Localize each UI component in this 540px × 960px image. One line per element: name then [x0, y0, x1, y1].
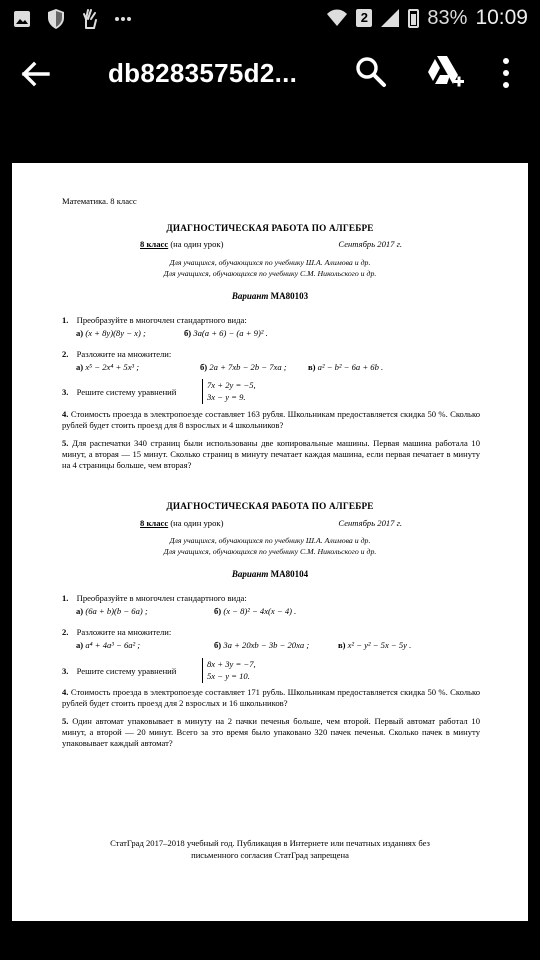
footer-line: СтатГрад 2017–2018 учебный год. Публикация в Интернете или печатных изданиях без: [110, 838, 430, 848]
task-2-option-b: [214, 640, 309, 651]
task-text: Преобразуйте в многочлен стандартного вида:: [76, 593, 247, 603]
task-1-option-b: [184, 328, 268, 339]
work-title: ДИАГНОСТИЧЕСКАЯ РАБОТА ПО АЛГЕБРЕ: [166, 501, 374, 511]
audience-note: [12, 258, 528, 279]
task-number: 4.: [62, 687, 69, 697]
search-icon[interactable]: [354, 55, 388, 89]
task-2-option-b: [200, 362, 287, 373]
subject-header: Математика. 8 класс: [62, 196, 137, 206]
task-5: [62, 438, 480, 472]
audience-note: [12, 536, 528, 557]
variant-code: МА80103: [270, 291, 309, 301]
clock: 10:09: [475, 6, 528, 29]
task-text: Стоимость проезда в электропоезде составляет 163 рубля. Школьникам предоставляется скидка 50 %. Сколько рублей будет стоить проезд для 8 взрослых и 4 школьников?: [62, 409, 480, 431]
page-footer: [12, 837, 528, 861]
task-1-option-a: [76, 606, 148, 617]
footer-line: письменного согласия СтатГрад запрещена: [191, 850, 349, 861]
grade-row: [140, 239, 402, 250]
variant-code: МА80104: [270, 569, 309, 579]
task-1-option-a: [76, 328, 146, 339]
shield-icon: [46, 8, 66, 30]
task-number: 1.: [62, 315, 69, 325]
math-expression: x⁵ − 2x⁴ + 5x³ ;: [85, 362, 140, 372]
task-text: Стоимость проезда в электропоезде составляет 171 рубль. Школьникам предоставляется скидка 50 %. Сколько рублей будет стоить проезд для 2 взрослых и 16 школьников?: [62, 687, 480, 709]
variant-label: Вариант: [231, 569, 269, 579]
option-label: а): [76, 328, 84, 338]
document-page[interactable]: [12, 163, 528, 921]
equation: 8x + 3y = −7,: [207, 659, 256, 669]
task-text: Для распечатки 340 страниц были использованы две копировальные машины. Первая машина работала 10 минут, а вторая — 15 минут. Сколько страниц в минуту печатает каждая машина, если первая печатает в минуту на 4 страницы больше, чем вторая?: [62, 438, 480, 471]
more-dots-icon: [114, 16, 132, 22]
equation: 7x + 2y = −5,: [207, 380, 256, 390]
option-label: б): [214, 640, 222, 650]
task-4: [62, 687, 480, 709]
math-expression: (x − 8)² − 4x(x − 4) .: [223, 606, 297, 616]
math-expression: 3a(a + 6) − (a + 9)² .: [193, 328, 268, 338]
document-title: db8283575d2...: [108, 58, 298, 88]
option-label: а): [76, 640, 84, 650]
wifi-icon: [326, 8, 348, 28]
app-bar: [0, 38, 540, 108]
task-number: 2.: [62, 627, 69, 637]
task-3: [62, 387, 482, 398]
option-label: в): [338, 640, 346, 650]
option-label: а): [76, 606, 84, 616]
task-number: 2.: [62, 349, 69, 359]
image-icon: [12, 9, 32, 29]
status-bar: [0, 0, 540, 38]
math-expression: a⁴ + 4a³ − 6a² ;: [85, 640, 141, 650]
math-expression: (6a + b)(b − 6a) ;: [85, 606, 148, 616]
task-text: Разложите на множители:: [76, 349, 172, 359]
hand-icon: [80, 8, 100, 30]
audience-line: Для учащихся, обучающихся по учебнику Ш.А. Алимова и др.: [169, 536, 371, 545]
audience-line: Для учащихся, обучающихся по учебнику Ш.А. Алимова и др.: [169, 258, 371, 267]
math-expression: 3a + 20xb − 3b − 20xa ;: [223, 640, 310, 650]
task-2: [62, 627, 482, 638]
math-expression: a² − b² − 6a + 6b .: [317, 362, 384, 372]
task-1: [62, 315, 482, 326]
battery-icon: [408, 9, 419, 28]
task-number: 4.: [62, 409, 69, 419]
audience-line: Для учащихся, обучающихся по учебнику С.М. Никольского и др.: [163, 268, 377, 278]
task-number: 5.: [62, 438, 69, 448]
task-2-option-a: [76, 362, 139, 373]
task-text: Преобразуйте в многочлен стандартного вида:: [76, 315, 247, 325]
grade-label: 8 класс: [140, 518, 169, 528]
math-expression: x² − y² − 5x − 5y .: [347, 640, 412, 650]
more-vert-icon[interactable]: [496, 56, 516, 90]
system-icons: [326, 6, 528, 30]
option-label: а): [76, 362, 84, 372]
equation-system: [202, 658, 256, 683]
task-text: Решите систему уравнений: [76, 666, 177, 676]
option-label: в): [308, 362, 316, 372]
task-2: [62, 349, 482, 360]
variant-heading: [12, 569, 528, 581]
battery-percent: 83%: [427, 6, 468, 29]
task-5: [62, 716, 480, 750]
task-number: 3.: [62, 666, 69, 676]
equation: 3x − y = 9.: [207, 392, 246, 403]
math-expression: 2a + 7xb − 2b − 7xa ;: [209, 362, 287, 372]
task-number: 5.: [62, 716, 69, 726]
duration-label: (на один урок): [170, 239, 224, 249]
task-number: 3.: [62, 387, 69, 397]
equation-system: [202, 379, 256, 404]
task-text: Разложите на множители:: [76, 627, 172, 637]
duration-label: (на один урок): [170, 518, 224, 528]
signal-icon: [380, 8, 400, 28]
task-2-option-c: [338, 640, 411, 651]
date-label: Сентябрь 2017 г.: [338, 239, 402, 249]
work-title: ДИАГНОСТИЧЕСКАЯ РАБОТА ПО АЛГЕБРЕ: [166, 223, 374, 233]
math-expression: (x + 8y)(8y − x) ;: [85, 328, 146, 338]
task-1-option-b: [214, 606, 296, 617]
variant-label: Вариант: [231, 291, 269, 301]
task-text: Решите систему уравнений: [76, 387, 177, 397]
task-4: [62, 409, 480, 431]
variant-heading: [12, 291, 528, 303]
task-3: [62, 666, 482, 677]
option-label: б): [184, 328, 192, 338]
sim-badge: 2: [356, 9, 372, 27]
option-label: б): [200, 362, 208, 372]
task-2-option-a: [76, 640, 140, 651]
add-to-drive-icon[interactable]: [424, 54, 464, 90]
task-2-option-c: [308, 362, 383, 373]
task-number: 1.: [62, 593, 69, 603]
audience-line: Для учащихся, обучающихся по учебнику С.М. Никольского и др.: [163, 546, 377, 556]
grade-row: [140, 518, 402, 529]
back-arrow-icon[interactable]: [18, 56, 54, 92]
grade-label: 8 класс: [140, 239, 169, 249]
date-label: Сентябрь 2017 г.: [338, 518, 402, 528]
task-text: Один автомат упаковывает в минуту на 2 пачки печенья больше, чем второй. Первый автомат работал 10 минут, а второй — 20 минут. Всего за это время было упаковано 320 пачек печенья. Сколько пачек в минуту упаковывает каждый автомат?: [62, 716, 480, 749]
equation: 5x − y = 10.: [207, 671, 250, 682]
option-label: б): [214, 606, 222, 616]
task-1: [62, 593, 482, 604]
notification-icons: [12, 8, 132, 30]
